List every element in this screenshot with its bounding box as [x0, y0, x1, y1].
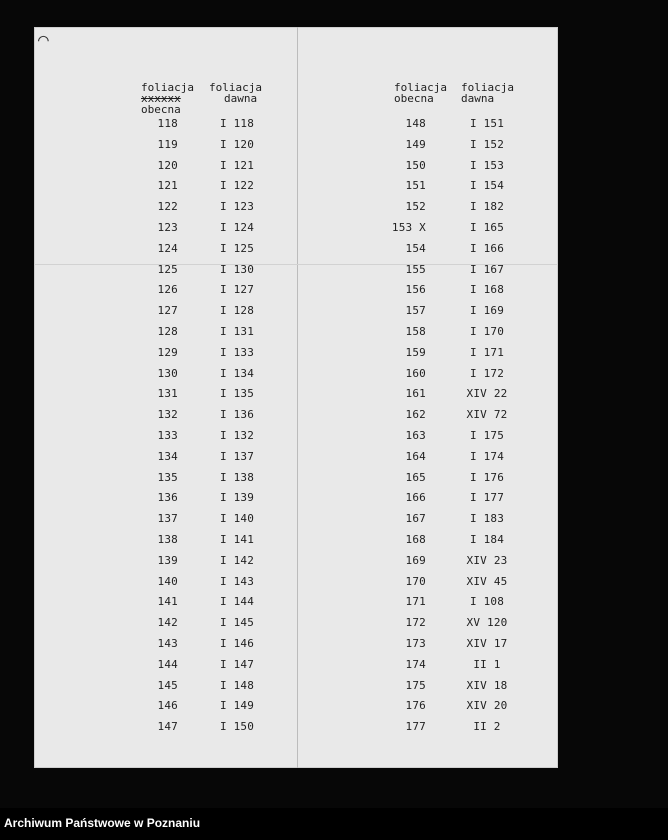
- current-folio: 127: [157, 304, 178, 318]
- current-folio: 128: [157, 325, 178, 338]
- old-folio: I 143: [219, 574, 255, 588]
- right-header-old-1: foliacja: [461, 81, 514, 94]
- old-folio: I 137: [219, 449, 255, 463]
- current-folio: 139: [157, 553, 178, 567]
- old-folio: I 153: [469, 158, 505, 172]
- current-folio: 151: [405, 179, 426, 193]
- old-folio: XIV 72: [466, 408, 508, 422]
- old-folio: I 124: [219, 221, 255, 234]
- left-header-old-1: foliacja: [209, 81, 262, 94]
- old-folio: XV 120: [466, 616, 508, 630]
- old-folio: I 166: [469, 241, 505, 255]
- current-folio: 161: [405, 387, 426, 401]
- current-folio: 153 X: [391, 221, 426, 234]
- current-folio: 163: [405, 429, 426, 442]
- old-folio: XIV 20: [466, 699, 508, 713]
- current-folio: 150: [405, 158, 426, 172]
- old-folio: I 177: [469, 491, 505, 505]
- current-folio: 169: [405, 553, 426, 567]
- current-folio: 172: [405, 616, 426, 630]
- old-folio: I 138: [219, 470, 255, 484]
- old-folio: XIV 18: [466, 678, 508, 692]
- old-folio: II 2: [473, 720, 501, 734]
- old-folio: I 141: [219, 533, 255, 546]
- current-folio: 156: [405, 283, 426, 297]
- old-folio: I 151: [469, 117, 505, 130]
- footer-bar: [0, 808, 668, 840]
- left-header-current-2: xxxxxx: [141, 92, 181, 105]
- current-folio: 159: [405, 345, 426, 359]
- old-folio: I 133: [219, 345, 255, 359]
- current-folio: 141: [157, 595, 178, 609]
- old-folio: I 165: [469, 221, 505, 234]
- current-folio: 137: [157, 512, 178, 526]
- old-folio: I 118: [219, 117, 255, 130]
- old-folio: I 152: [469, 137, 505, 151]
- current-folio: 142: [157, 616, 178, 630]
- old-folio: XIV 45: [466, 574, 508, 588]
- old-folio: I 144: [219, 595, 255, 609]
- current-folio: 168: [405, 533, 426, 546]
- old-folio: I 167: [469, 262, 505, 276]
- current-folio: 154: [405, 241, 426, 255]
- old-folio: I 134: [219, 366, 255, 380]
- current-folio: 144: [157, 657, 178, 671]
- current-folio: 126: [157, 283, 178, 297]
- right-header-current-2: obecna: [394, 92, 434, 105]
- current-folio: 152: [405, 200, 426, 214]
- current-folio: 124: [157, 241, 178, 255]
- current-folio: 158: [405, 325, 426, 338]
- old-folio: I 169: [469, 304, 505, 318]
- old-folio: I 140: [219, 512, 255, 526]
- current-folio: 157: [405, 304, 426, 318]
- left-header-current-3: obecna: [141, 103, 181, 116]
- document-sheet: [34, 27, 558, 768]
- current-folio: 143: [157, 637, 178, 650]
- right-header-current-1: foliacja: [394, 81, 447, 94]
- current-folio: 167: [405, 512, 426, 526]
- old-folio: I 154: [469, 179, 505, 193]
- current-folio: 175: [405, 678, 426, 692]
- old-folio: I 147: [219, 657, 255, 671]
- old-folio: I 142: [219, 553, 255, 567]
- current-folio: 170: [405, 574, 426, 588]
- old-folio: I 171: [469, 345, 505, 359]
- old-folio: I 132: [219, 429, 255, 442]
- current-folio: 130: [157, 366, 178, 380]
- old-folio: I 170: [469, 325, 505, 338]
- current-folio: 177: [405, 720, 426, 734]
- old-folio: I 127: [219, 283, 255, 297]
- old-folio: I 123: [219, 200, 255, 214]
- current-folio: 176: [405, 699, 426, 713]
- current-folio: 138: [157, 533, 178, 546]
- current-folio: 133: [157, 429, 178, 442]
- old-folio: I 131: [219, 325, 255, 338]
- old-folio: I 174: [469, 449, 505, 463]
- current-folio: 145: [157, 678, 178, 692]
- old-folio: I 150: [219, 720, 255, 734]
- current-folio: 131: [157, 387, 178, 401]
- old-folio: I 108: [469, 595, 505, 609]
- old-folio: XIV 23: [466, 553, 508, 567]
- old-folio: I 172: [469, 366, 505, 380]
- right-header-old-2: dawna: [461, 92, 495, 105]
- old-folio: II 1: [473, 657, 501, 671]
- old-folio: I 176: [469, 470, 505, 484]
- old-folio: I 175: [469, 429, 505, 442]
- old-folio: I 128: [219, 304, 255, 318]
- current-folio: 129: [157, 345, 178, 359]
- current-folio: 125: [157, 262, 178, 276]
- old-folio: I 145: [219, 616, 255, 630]
- old-folio: I 148: [219, 678, 255, 692]
- old-folio: I 120: [219, 137, 255, 151]
- current-folio: 166: [405, 491, 426, 505]
- old-folio: I 135: [219, 387, 255, 401]
- old-folio: I 121: [219, 158, 255, 172]
- current-folio: 149: [405, 137, 426, 151]
- old-folio: I 168: [469, 283, 505, 297]
- current-folio: 160: [405, 366, 426, 380]
- current-folio: 132: [157, 408, 178, 422]
- old-folio: I 139: [219, 491, 255, 505]
- current-folio: 122: [157, 200, 178, 214]
- current-folio: 140: [157, 574, 178, 588]
- current-folio: 174: [405, 657, 426, 671]
- old-folio: I 184: [469, 533, 505, 546]
- current-folio: 136: [157, 491, 178, 505]
- current-folio: 121: [157, 179, 178, 193]
- current-folio: 162: [405, 408, 426, 422]
- old-folio: XIV 22: [466, 387, 508, 401]
- current-folio: 123: [157, 221, 178, 234]
- current-folio: 148: [405, 117, 426, 130]
- old-folio: I 130: [219, 262, 255, 276]
- old-folio: I 136: [219, 408, 255, 422]
- current-folio: 164: [405, 449, 426, 463]
- current-folio: 120: [157, 158, 178, 172]
- current-folio: 173: [405, 637, 426, 650]
- old-folio: I 125: [219, 241, 255, 255]
- old-folio: I 182: [469, 200, 505, 214]
- current-folio: 146: [157, 699, 178, 713]
- left-header-current-1: foliacja: [141, 81, 194, 94]
- old-folio: I 146: [219, 637, 255, 650]
- current-folio: 171: [405, 595, 426, 609]
- old-folio: XIV 17: [466, 637, 508, 650]
- current-folio: 155: [405, 262, 426, 276]
- current-folio: 119: [157, 137, 178, 151]
- left-header-old-2: dawna: [224, 92, 258, 105]
- current-folio: 134: [157, 449, 178, 463]
- current-folio: 118: [157, 117, 178, 130]
- old-folio: I 122: [219, 179, 255, 193]
- current-folio: 165: [405, 470, 426, 484]
- corner-mark-icon: ⌒: [38, 29, 49, 50]
- current-folio: 147: [157, 720, 178, 734]
- old-folio: I 183: [469, 512, 505, 526]
- current-folio: 135: [157, 470, 178, 484]
- vertical-fold: [297, 27, 298, 768]
- old-folio: I 149: [219, 699, 255, 713]
- archive-name: Archiwum Państwowe w Poznaniu: [4, 816, 201, 830]
